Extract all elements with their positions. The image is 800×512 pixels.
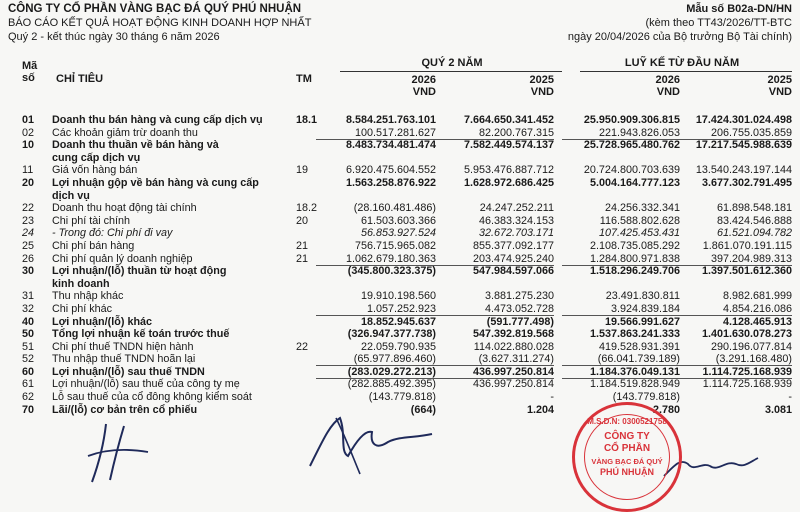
value-ytd-2026: 419.528.931.391 (598, 340, 680, 353)
table-row (0, 152, 800, 165)
value-q2-2025: 7.582.449.574.137 (463, 139, 554, 152)
value-ytd-2026: 23.491.830.811 (605, 290, 680, 303)
row-label: Thu nhập khác (52, 290, 124, 303)
stamp-line4: PHÚ NHUẬN (600, 467, 654, 477)
row-code: 10 (22, 139, 35, 152)
row-note: 22 (296, 340, 309, 353)
value-ytd-2025: 61.898.548.181 (716, 202, 792, 215)
row-code: 51 (22, 340, 35, 353)
value-ytd-2026: 5.004.164.777.123 (589, 176, 680, 189)
year-header-ytd-2026: 2026 (655, 74, 680, 86)
value-q2-2026: 8.584.251.763.101 (345, 114, 436, 126)
group-q2-underline (340, 71, 562, 72)
table-row (0, 114, 800, 127)
row-code: 52 (22, 353, 35, 366)
value-q2-2026: (326.947.377.738) (347, 328, 436, 341)
value-ytd-2025: 397.204.989.313 (710, 252, 792, 265)
company-name: CÔNG TY CỔ PHẦN VÀNG BẠC ĐÁ QUÝ PHÚ NHUẬN (8, 3, 302, 15)
value-ytd-2026: 1.184.376.049.131 (589, 365, 680, 378)
row-label: - Trong đó: Chi phí đi vay (52, 227, 173, 240)
row-note: 20 (296, 214, 309, 227)
currency-header-q2-2026: VND (412, 86, 436, 98)
row-label: Chi phí tài chính (52, 214, 131, 227)
row-code: 31 (22, 290, 35, 303)
table-row (0, 227, 800, 240)
form-date: ngày 20/04/2026 của Bộ trưởng Bộ Tài chính) (567, 31, 792, 43)
value-ytd-2025: 1.397.501.612.360 (701, 265, 792, 278)
row-label: kinh doanh (52, 277, 110, 290)
row-code: 22 (22, 202, 35, 215)
value-q2-2025: 547.392.819.568 (472, 328, 554, 341)
value-ytd-2026: 25.728.965.480.762 (583, 139, 680, 152)
value-q2-2026: 8.483.734.481.474 (345, 139, 436, 152)
row-code: 23 (22, 214, 35, 227)
value-ytd-2025: 13.540.243.197.144 (695, 164, 792, 177)
value-ytd-2026: 3.924.839.184 (610, 302, 680, 315)
table-row (0, 240, 800, 253)
value-q2-2026: 18.852.945.637 (360, 315, 436, 328)
value-q2-2026: (345.800.323.375) (347, 265, 436, 278)
value-q2-2026: (143.779.818) (368, 391, 436, 404)
value-q2-2025: 436.997.250.814 (472, 378, 554, 391)
value-ytd-2025: 206.755.035.859 (710, 126, 792, 139)
row-code: 25 (22, 239, 35, 252)
table-row (0, 341, 800, 354)
col-code-header-line1: Mã (22, 60, 38, 72)
value-q2-2026: (283.029.272.213) (347, 365, 436, 378)
table-row (0, 265, 800, 278)
table-row (0, 391, 800, 404)
value-q2-2026: 1.563.258.876.922 (345, 176, 436, 189)
value-ytd-2025: 17.217.545.988.639 (695, 139, 792, 152)
value-ytd-2026: 24.256.332.341 (604, 202, 680, 215)
row-label: Chi phí thuế TNDN hiện hành (52, 340, 194, 353)
table-row (0, 290, 800, 303)
row-label: cung cấp dịch vụ (52, 151, 141, 164)
value-q2-2025: - (550, 391, 554, 404)
form-number: Mẫu số B02a-DN/HN (686, 3, 792, 15)
value-q2-2025: 3.881.275.230 (484, 290, 554, 303)
row-note: 19 (296, 164, 309, 177)
row-code: 62 (22, 391, 35, 404)
stamp-line1: CÔNG TY (604, 431, 650, 442)
row-code: 02 (22, 126, 35, 139)
stamp-line2: CỔ PHẦN (603, 443, 651, 454)
value-ytd-2026: 20.724.800.703.639 (583, 164, 680, 177)
row-note: 18.1 (296, 114, 318, 126)
year-header-q2-2025: 2025 (529, 74, 554, 86)
row-note: 21 (296, 239, 309, 252)
table-row (0, 378, 800, 391)
value-ytd-2026: (66.041.739.189) (597, 353, 680, 366)
col-item-header: CHỈ TIÊU (56, 73, 104, 85)
row-label: Giá vốn hàng bán (52, 164, 138, 177)
value-ytd-2026: 25.950.909.306.815 (583, 114, 680, 126)
row-label: Lỗ sau thuế của cổ đông không kiểm soát (52, 391, 252, 404)
value-ytd-2026: 116.588.802.628 (599, 214, 680, 227)
stamp-registration: M.S.D.N: 0300521758 (587, 417, 667, 426)
row-label: Doanh thu bán hàng và cung cấp dịch vụ (52, 114, 263, 126)
row-label: Chi phí quản lý doanh nghiệp (52, 252, 193, 265)
value-q2-2025: 1.628.972.686.425 (463, 176, 554, 189)
value-q2-2026: (282.885.492.395) (347, 378, 436, 391)
company-stamp (572, 402, 682, 512)
value-ytd-2025: - (788, 391, 792, 404)
stamp-line3: VÀNG BẠC ĐÁ QUÝ (591, 457, 663, 466)
row-label: Thu nhập thuế TNDN hoãn lại (52, 353, 196, 366)
value-q2-2025: 46.383.324.153 (478, 214, 554, 227)
row-code: 01 (22, 114, 35, 126)
value-ytd-2025: 8.982.681.999 (722, 290, 792, 303)
row-label: Lợi nhuận gộp về bán hàng và cung cấp (52, 176, 259, 189)
value-ytd-2025: 3.677.302.791.495 (701, 176, 792, 189)
value-q2-2026: 756.715.965.082 (354, 239, 436, 252)
currency-header-q2-2025: VND (530, 86, 554, 98)
row-label: Lợi nhuận/(lỗ) sau thuế TNDN (52, 365, 205, 378)
table-row (0, 139, 800, 152)
table-row (0, 202, 800, 215)
value-q2-2026: (65.977.896.460) (353, 353, 436, 366)
value-ytd-2025: 4.128.465.913 (722, 315, 792, 328)
row-code: 70 (22, 403, 35, 416)
table-row (0, 278, 800, 291)
row-note: 21 (296, 252, 309, 265)
table-row (0, 190, 800, 203)
value-ytd-2026: 221.943.826.053 (598, 126, 680, 139)
value-q2-2025: (3.627.311.274) (478, 353, 554, 366)
value-q2-2025: 855.377.092.177 (472, 239, 554, 252)
year-header-q2-2026: 2026 (411, 74, 436, 86)
value-q2-2026: 1.062.679.180.363 (345, 252, 436, 265)
value-q2-2025: 114.022.880.028 (473, 340, 554, 353)
table-row (0, 164, 800, 177)
row-code: 61 (22, 378, 35, 391)
value-ytd-2025: 1.114.725.168.939 (702, 365, 792, 378)
row-label: Doanh thu hoạt động tài chính (52, 202, 197, 215)
value-q2-2026: 6.920.475.604.552 (345, 164, 436, 177)
value-ytd-2025: 1.401.630.078.273 (701, 328, 792, 341)
value-ytd-2025: 290.196.077.814 (710, 340, 792, 353)
col-code-header-line2: số (22, 72, 35, 84)
value-q2-2026: (28.160.481.486) (353, 202, 436, 215)
value-ytd-2026: 2.108.735.085.292 (589, 239, 680, 252)
value-q2-2025: 203.474.925.240 (472, 252, 554, 265)
value-ytd-2025: 1.114.725.168.939 (702, 378, 792, 391)
col-note-header: TM (296, 73, 312, 85)
preparer-signature (84, 420, 154, 486)
value-q2-2026: 100.517.281.627 (354, 126, 436, 139)
value-q2-2025: 32.672.703.171 (478, 227, 554, 240)
row-label: Doanh thu thuần về bán hàng và (52, 139, 219, 152)
row-code: 60 (22, 365, 35, 378)
value-ytd-2026: 19.566.991.627 (604, 315, 680, 328)
value-ytd-2025: 83.424.546.888 (716, 214, 792, 227)
row-code: 50 (22, 328, 35, 341)
row-code: 26 (22, 252, 35, 265)
value-ytd-2025: 1.861.070.191.115 (702, 239, 792, 252)
table-row (0, 177, 800, 190)
value-q2-2025: 4.473.052.728 (484, 302, 554, 315)
value-ytd-2025: 3.081 (764, 403, 792, 416)
value-q2-2026: 61.503.603.366 (360, 214, 436, 227)
value-ytd-2025: (3.291.168.480) (715, 353, 792, 366)
form-subtitle: (kèm theo TT43/2026/TT-BTC (645, 17, 792, 29)
value-q2-2026: 22.059.790.935 (360, 340, 436, 353)
value-q2-2025: 82.200.767.315 (478, 126, 554, 139)
year-header-ytd-2025: 2025 (767, 74, 792, 86)
value-q2-2025: 24.247.252.211 (479, 202, 554, 215)
row-label: Lãi/(lỗ) cơ bản trên cổ phiếu (52, 403, 198, 416)
table-row (0, 215, 800, 228)
value-ytd-2026: (143.779.818) (612, 391, 680, 404)
report-period: Quý 2 - kết thúc ngày 30 tháng 6 năm 2026 (8, 31, 220, 43)
row-note: 18.2 (296, 202, 318, 215)
row-code: 40 (22, 315, 35, 328)
value-q2-2026: (664) (410, 403, 436, 416)
value-ytd-2025: 4.854.216.086 (722, 302, 792, 315)
value-q2-2025: 436.997.250.814 (472, 365, 554, 378)
row-code: 24 (22, 227, 35, 240)
report-title: BÁO CÁO KẾT QUẢ HOẠT ĐỘNG KINH DOANH HỢP NHẤT (8, 17, 312, 29)
value-q2-2025: 5.953.476.887.712 (463, 164, 554, 177)
row-label: Tổng lợi nhuận kế toán trước thuế (52, 328, 230, 341)
row-label: Lợi nhuận/(lỗ) thuần từ hoạt động (52, 265, 227, 278)
row-label: dịch vụ (52, 189, 90, 202)
value-ytd-2026: 1.518.296.249.706 (589, 265, 680, 278)
value-q2-2025: (591.777.498) (486, 315, 554, 328)
row-label: Chi phí khác (52, 302, 113, 315)
value-ytd-2026: 1.284.800.971.838 (589, 252, 680, 265)
group-q2-header: QUÝ 2 NĂM (421, 57, 483, 69)
income-statement-table (0, 114, 800, 416)
row-label: Các khoản giảm trừ doanh thu (52, 126, 198, 139)
row-code: 32 (22, 302, 35, 315)
value-ytd-2026: 1.537.863.241.333 (589, 328, 680, 341)
row-code: 11 (22, 164, 34, 177)
table-row (0, 127, 800, 140)
value-q2-2026: 19.910.198.560 (360, 290, 436, 303)
row-code: 30 (22, 265, 35, 278)
row-label: Lợi nhuận/(lỗ) sau thuế của công ty mẹ (52, 378, 240, 391)
value-ytd-2026: 1.184.519.828.949 (589, 378, 680, 391)
group-ytd-underline (580, 71, 792, 72)
table-row (0, 303, 800, 316)
accountant-signature (300, 408, 440, 478)
value-ytd-2025: 17.424.301.024.498 (695, 114, 792, 126)
table-row (0, 253, 800, 266)
row-label: Lợi nhuận/(lỗ) khác (52, 315, 153, 328)
value-q2-2025: 1.204 (526, 403, 554, 416)
value-ytd-2026: 107.425.453.431 (598, 227, 680, 240)
value-ytd-2026: 2.780 (652, 403, 680, 416)
currency-header-ytd-2025: VND (768, 86, 792, 98)
row-code: 20 (22, 176, 35, 189)
value-q2-2026: 1.057.252.923 (366, 302, 436, 315)
value-q2-2026: 56.853.927.524 (360, 227, 436, 240)
table-row (0, 328, 800, 341)
value-ytd-2025: 61.521.094.782 (716, 227, 792, 240)
value-q2-2025: 547.984.597.066 (472, 265, 554, 278)
group-ytd-header: LUỸ KẾ TỪ ĐẦU NĂM (624, 57, 740, 69)
table-row (0, 366, 800, 379)
table-row (0, 316, 800, 329)
table-row (0, 353, 800, 366)
currency-header-ytd-2026: VND (656, 86, 680, 98)
row-label: Chi phí bán hàng (52, 239, 135, 252)
value-q2-2025: 7.664.650.341.452 (463, 114, 554, 126)
